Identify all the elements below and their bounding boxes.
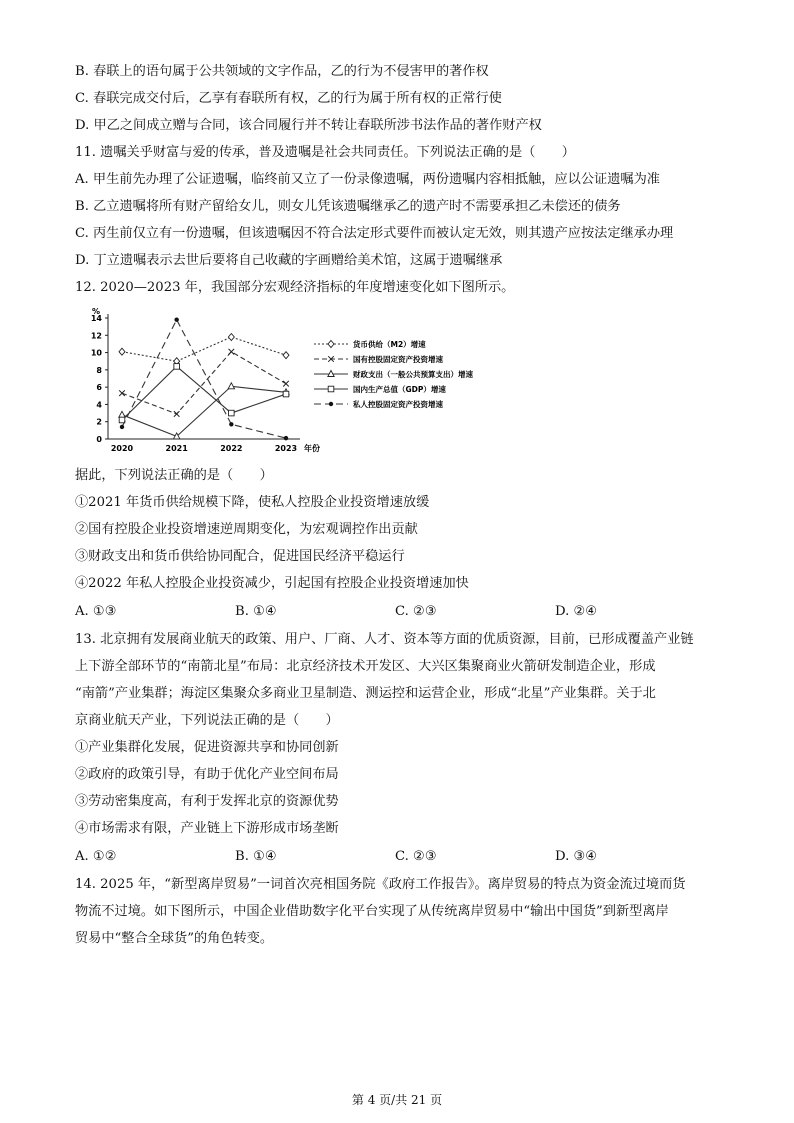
data-point-s2-2	[174, 411, 180, 417]
data-point-s1-1	[119, 348, 125, 355]
x-tick-label: 2023	[274, 444, 298, 453]
data-point-s1-4	[283, 352, 289, 359]
q13-option-d[interactable]: D. ③④	[555, 849, 598, 864]
data-point-s4-3	[229, 410, 235, 416]
q13-stem-line-3: “南箭”产业集群；海淀区集聚众多商业卫星制造、测运控和运营企业，形成“北星”产业集群。关于北	[75, 686, 656, 701]
q14-stem-line-2: 物流不过境。如下图所示，中国企业借助数字化平台实现了从传统离岸贸易中“输出中国货”到新型离岸	[75, 904, 669, 919]
q14-stem-line-1: 14. 2025 年，“新型离岸贸易”一词首次亮相国务院《政府工作报告》。离岸贸易的特点为资金流过境而货	[75, 877, 686, 892]
q13-statement-1: ①产业集群化发展，促进资源共享和协同创新	[75, 740, 339, 755]
q13-option-c[interactable]: C. ②③	[395, 849, 437, 864]
data-point-s2-3	[229, 349, 235, 355]
data-point-s5-1	[120, 425, 124, 429]
series-line-5	[122, 320, 286, 438]
data-point-s1-3	[228, 334, 234, 341]
q13-stem-line-4: 京商业航天产业，下列说法正确的是（ ）	[75, 713, 339, 728]
q10-option-b: B. 春联上的语句属于公共领域的文字作品，乙的行为不侵害甲的著作权	[75, 64, 489, 79]
macro-indicators-line-chart	[72, 306, 532, 458]
x-tick-label: 2020	[110, 444, 134, 453]
legend-label-3: 财政支出（一般公共预算支出）增速	[353, 370, 473, 379]
q14-stem-line-3: 贸易中“整合全球货”的角色转变。	[75, 931, 274, 946]
legend-label-5: 私人控股固定资产投资增速	[353, 400, 443, 409]
series-line-3	[122, 386, 286, 436]
q12-options	[75, 603, 715, 621]
data-point-s5-2	[174, 318, 178, 322]
q11-option-c: C. 丙生前仅立有一份遗嘱，但该遗嘱因不符合法定形式要件而被认定无效，则其遗产应按法定继承办理	[75, 226, 674, 241]
data-point-s2-1	[119, 390, 125, 396]
q10-option-c: C. 春联完成交付后，乙享有春联所有权，乙的行为属于所有权的正常行使	[75, 91, 502, 106]
q11-stem: 11. 遗嘱关乎财富与爱的传承，普及遗嘱是社会共同责任。下列说法正确的是（ ）	[75, 145, 575, 160]
q11-option-b: B. 乙立遗嘱将所有财产留给女儿，则女儿凭该遗嘱继承乙的遗产时不需要承担乙未偿还的债务	[75, 199, 621, 214]
x-tick-label: 2022	[220, 444, 243, 453]
legend-marker-5	[329, 402, 333, 406]
legend-marker-1	[328, 341, 334, 348]
series-line-2	[122, 352, 286, 414]
data-point-s4-4	[283, 391, 289, 397]
q13-stem-line-1: 13. 北京拥有发展商业航天的政策、用户、厂商、人才、资本等方面的优质资源，目前，已形成覆盖产业链	[75, 632, 694, 647]
q11-option-d: D. 丁立遗嘱表示去世后要将自己收藏的字画赠给美术馆，这属于遗嘱继承	[75, 253, 503, 268]
x-tick-label: 2021	[165, 444, 188, 453]
data-point-s2-4	[283, 381, 289, 387]
legend-label-4: 国内生产总值（GDP）增速	[353, 385, 446, 394]
y-tick-label: 4	[96, 400, 102, 410]
q13-statement-2: ②政府的政策引导，有助于优化产业空间布局	[75, 767, 339, 782]
y-axis-unit: %	[92, 307, 101, 316]
q12-statement-1: ①2021 年货币供给规模下降，使私人控股企业投资增速放缓	[75, 495, 430, 510]
q13-option-a[interactable]: A. ①②	[75, 849, 117, 864]
q13-statement-4: ④市场需求有限，产业链上下游形成市场垄断	[75, 821, 339, 836]
y-tick-label: 0	[96, 435, 102, 444]
y-tick-label: 6	[96, 383, 102, 393]
q11-option-a: A. 甲生前先办理了公证遗嘱，临终前又立了一份录像遗嘱，两份遗嘱内容相抵触，应以公证遗嘱为准	[75, 172, 660, 187]
x-axis-label: 年份	[304, 444, 320, 453]
q12-option-c[interactable]: C. ②③	[395, 604, 437, 619]
y-tick-label: 12	[90, 331, 102, 341]
y-tick-label: 10	[90, 348, 102, 358]
legend-label-1: 货币供给（M2）增速	[353, 340, 426, 349]
legend-marker-4	[328, 386, 334, 392]
q12-option-d[interactable]: D. ②④	[555, 604, 598, 619]
q12-option-a[interactable]: A. ①③	[75, 604, 117, 619]
q12-option-b[interactable]: B. ①④	[235, 604, 277, 619]
q10-option-d: D. 甲乙之间成立赠与合同，该合同履行并不转让春联所涉书法作品的著作财产权	[75, 118, 542, 133]
legend-label-2: 国有控股固定资产投资增速	[353, 355, 443, 364]
q13-statement-3: ③劳动密集度高，有利于发挥北京的资源优势	[75, 794, 339, 809]
q12-statement-4: ④2022 年私人控股企业投资减少，引起国有控股企业投资增速加快	[75, 576, 469, 591]
y-tick-label: 2	[96, 417, 102, 427]
q12-statement-2: ②国有控股企业投资增速逆周期变化，为宏观调控作出贡献	[75, 522, 418, 537]
y-tick-label: 14	[90, 314, 102, 323]
data-point-s5-3	[229, 422, 233, 426]
data-point-s3-1	[119, 411, 125, 417]
q12-question: 据此，下列说法正确的是（ ）	[75, 468, 273, 483]
q13-stem-line-2: 上下游全部环节的“南箭北星”布局：北京经济技术开发区、大兴区集聚商业火箭研发制造企业，形成	[75, 659, 656, 674]
q13-options	[75, 848, 715, 866]
data-point-s4-2	[174, 364, 180, 370]
q13-option-b[interactable]: B. ①④	[235, 849, 277, 864]
y-tick-label: 8	[96, 365, 102, 375]
q12-stem: 12. 2020—2023 年，我国部分宏观经济指标的年度增速变化如下图所示。	[75, 280, 515, 295]
page-footer: 第 4 页/共 21 页	[351, 1093, 443, 1107]
data-point-s5-4	[284, 436, 288, 440]
data-point-s3-3	[228, 383, 234, 389]
q12-statement-3: ③财政支出和货币供给协同配合，促进国民经济平稳运行	[75, 549, 405, 564]
series-line-1	[122, 337, 286, 361]
